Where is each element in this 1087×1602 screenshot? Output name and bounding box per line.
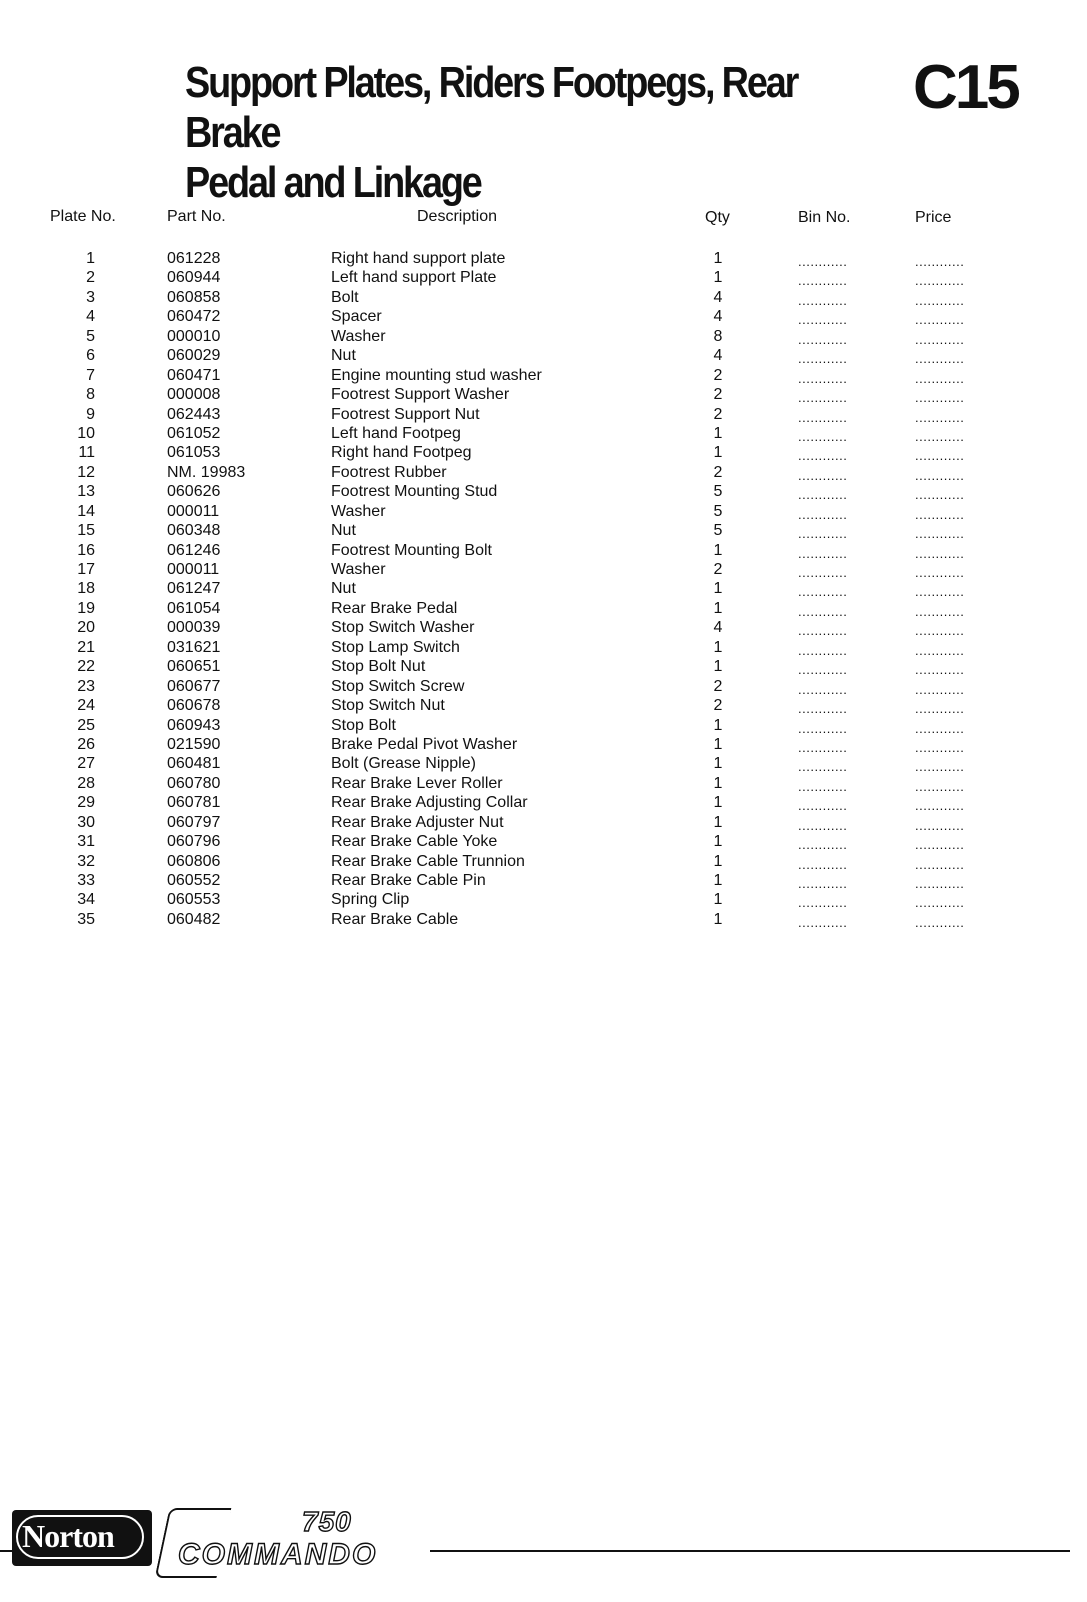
cell-price: ............ <box>915 428 965 444</box>
cell-part-no: 060796 <box>167 833 221 851</box>
cell-description: Spacer <box>331 308 382 326</box>
cell-qty: 1 <box>713 424 723 442</box>
cell-bin-no: ............ <box>798 876 848 891</box>
cell-bin-no: ............ <box>798 681 848 697</box>
cell-description: Washer <box>331 327 386 345</box>
cell-price: ............ <box>915 798 965 814</box>
cell-qty: 1 <box>713 269 723 287</box>
table-row <box>0 346 1087 365</box>
cell-part-no: 062443 <box>167 405 221 423</box>
cell-price: ............ <box>915 778 965 794</box>
cell-part-no: 060943 <box>167 716 221 734</box>
cell-part-no: 060806 <box>167 852 221 870</box>
cell-price: ............ <box>915 487 965 503</box>
cell-price: ............ <box>915 351 965 367</box>
cell-price: ............ <box>915 739 965 755</box>
cell-qty: 1 <box>713 638 723 656</box>
cell-plate-no: 15 <box>77 522 95 540</box>
cell-price: ............ <box>915 565 965 580</box>
cell-plate-no: 28 <box>77 774 95 792</box>
cell-plate-no: 22 <box>77 658 95 676</box>
table-row <box>0 599 1087 618</box>
table-row <box>0 638 1087 657</box>
cell-part-no: 000010 <box>167 327 221 345</box>
cell-bin-no: ............ <box>798 390 848 406</box>
cell-qty: 8 <box>713 327 723 345</box>
cell-part-no: 060858 <box>167 288 221 306</box>
cell-description: Footrest Rubber <box>331 463 447 481</box>
table-row <box>0 443 1087 462</box>
cell-plate-no: 11 <box>78 444 95 462</box>
cell-price: ............ <box>915 506 965 522</box>
cell-price: ............ <box>915 254 965 269</box>
cell-bin-no: ............ <box>798 312 848 328</box>
cell-price: ............ <box>915 701 965 717</box>
cell-bin-no: ............ <box>798 273 848 289</box>
cell-part-no: 060472 <box>167 308 221 326</box>
cell-plate-no: 4 <box>86 308 95 326</box>
cell-plate-no: 27 <box>77 755 95 773</box>
cell-price: ............ <box>915 914 965 930</box>
cell-plate-no: 35 <box>77 910 95 928</box>
cell-description: Rear Brake Adjusting Collar <box>331 794 528 812</box>
table-row <box>0 482 1087 501</box>
cell-qty: 1 <box>713 735 723 753</box>
cell-qty: 1 <box>713 794 723 812</box>
parts-table-header <box>0 208 1087 230</box>
cell-part-no: 061054 <box>167 599 221 617</box>
cell-plate-no: 31 <box>77 833 95 851</box>
cell-part-no: 060781 <box>167 794 221 812</box>
cell-price: ............ <box>915 370 965 386</box>
cell-qty: 1 <box>713 580 723 598</box>
table-row <box>0 890 1087 909</box>
column-header-qty: Qty <box>705 209 730 226</box>
column-header-plate-no: Plate No. <box>50 208 116 225</box>
cell-plate-no: 10 <box>77 424 95 442</box>
table-row <box>0 871 1087 890</box>
table-row <box>0 696 1087 715</box>
cell-plate-no: 17 <box>77 561 95 578</box>
cell-qty: 1 <box>713 813 723 831</box>
cell-price: ............ <box>915 390 965 406</box>
cell-bin-no: ............ <box>798 565 848 580</box>
cell-part-no: 060944 <box>167 269 221 287</box>
cell-qty: 5 <box>713 483 723 501</box>
column-header-bin-no: Bin No. <box>798 209 851 226</box>
footer-rule-left <box>0 1550 12 1552</box>
cell-bin-no: ............ <box>798 331 848 347</box>
table-row <box>0 385 1087 404</box>
cell-description: Footrest Mounting Stud <box>331 483 498 501</box>
cell-price: ............ <box>915 584 965 600</box>
cell-qty: 5 <box>713 522 723 540</box>
cell-bin-no: ............ <box>798 895 848 911</box>
cell-description: Stop Lamp Switch <box>331 638 460 656</box>
table-row <box>0 307 1087 326</box>
cell-plate-no: 24 <box>77 697 95 715</box>
cell-description: Stop Switch Screw <box>331 677 465 695</box>
cell-plate-no: 2 <box>86 269 95 287</box>
cell-price: ............ <box>915 545 965 561</box>
cell-plate-no: 14 <box>77 502 95 520</box>
cell-part-no: 000011 <box>167 561 220 578</box>
cell-bin-no: ............ <box>798 254 848 269</box>
table-row <box>0 657 1087 676</box>
cell-qty: 1 <box>713 716 723 734</box>
cell-part-no: 000011 <box>167 502 220 520</box>
cell-plate-no: 21 <box>77 638 95 656</box>
cell-bin-no: ............ <box>798 759 848 775</box>
cell-price: ............ <box>915 642 965 658</box>
cell-price: ............ <box>915 331 965 347</box>
cell-bin-no: ............ <box>798 448 848 464</box>
cell-description: Rear Brake Pedal <box>331 599 458 617</box>
commando-logo <box>162 1506 442 1578</box>
cell-description: Rear Brake Cable Yoke <box>331 833 498 851</box>
cell-plate-no: 32 <box>77 852 95 870</box>
table-row <box>0 677 1087 696</box>
cell-plate-no: 8 <box>86 386 95 404</box>
cell-description: Nut <box>331 580 356 598</box>
footer-rule <box>430 1550 1070 1552</box>
cell-description: Nut <box>331 347 356 365</box>
cell-plate-no: 7 <box>86 366 95 384</box>
cell-part-no: 031621 <box>167 638 221 656</box>
cell-description: Washer <box>331 561 386 578</box>
cell-price: ............ <box>915 876 965 891</box>
cell-plate-no: 26 <box>77 735 95 753</box>
cell-part-no: 060626 <box>167 483 221 501</box>
cell-qty: 1 <box>713 852 723 870</box>
cell-price: ............ <box>915 273 965 289</box>
cell-bin-no: ............ <box>798 914 848 930</box>
cell-bin-no: ............ <box>798 642 848 658</box>
cell-qty: 4 <box>713 288 723 306</box>
cell-qty: 4 <box>713 308 723 326</box>
table-row <box>0 618 1087 637</box>
table-row <box>0 579 1087 598</box>
cell-qty: 1 <box>713 658 723 676</box>
table-row <box>0 424 1087 443</box>
cell-description: Stop Switch Washer <box>331 619 475 637</box>
cell-description: Footrest Support Nut <box>331 405 480 423</box>
cell-description: Rear Brake Adjuster Nut <box>331 813 504 831</box>
table-row <box>0 735 1087 754</box>
cell-part-no: 061246 <box>167 541 221 559</box>
cell-bin-no: ............ <box>798 351 848 367</box>
cell-part-no: 060677 <box>167 677 221 695</box>
cell-qty: 2 <box>713 677 723 695</box>
cell-description: Bolt <box>331 288 359 306</box>
table-row <box>0 288 1087 307</box>
cell-bin-no: ............ <box>798 409 848 425</box>
cell-qty: 1 <box>713 444 723 462</box>
cell-qty: 2 <box>713 463 723 481</box>
cell-part-no: 060348 <box>167 522 221 540</box>
cell-price: ............ <box>915 681 965 697</box>
cell-price: ............ <box>915 467 965 483</box>
cell-plate-no: 12 <box>77 463 95 481</box>
table-row <box>0 560 1087 579</box>
cell-description: Left hand Footpeg <box>331 424 461 442</box>
cell-part-no: 060029 <box>167 347 221 365</box>
table-row <box>0 366 1087 385</box>
cell-price: ............ <box>915 312 965 328</box>
commando-wordmark: COMMANDO <box>178 1538 378 1571</box>
cell-bin-no: ............ <box>798 856 848 872</box>
cell-price: ............ <box>915 448 965 464</box>
cell-description: Stop Bolt Nut <box>331 658 426 676</box>
cell-price: ............ <box>915 623 965 639</box>
cell-bin-no: ............ <box>798 487 848 503</box>
cell-bin-no: ............ <box>798 798 848 814</box>
table-row <box>0 521 1087 540</box>
table-row <box>0 327 1087 346</box>
cell-part-no: 000039 <box>167 619 221 637</box>
cell-part-no: 060651 <box>167 658 221 676</box>
cell-part-no: 061052 <box>167 424 221 442</box>
cell-qty: 1 <box>713 891 723 909</box>
table-row <box>0 405 1087 424</box>
cell-price: ............ <box>915 409 965 425</box>
cell-part-no: 060678 <box>167 697 221 715</box>
cell-description: Washer <box>331 502 386 520</box>
cell-description: Bolt (Grease Nipple) <box>331 755 476 773</box>
table-row <box>0 541 1087 560</box>
table-row <box>0 774 1087 793</box>
column-header-part-no: Part No. <box>167 208 226 225</box>
cell-description: Left hand support Plate <box>331 269 497 287</box>
table-row <box>0 502 1087 521</box>
cell-qty: 2 <box>713 561 723 578</box>
cell-plate-no: 20 <box>77 619 95 637</box>
cell-bin-no: ............ <box>798 739 848 755</box>
cell-qty: 1 <box>713 910 723 928</box>
cell-qty: 1 <box>713 599 723 617</box>
cell-price: ............ <box>915 817 965 833</box>
cell-description: Footrest Mounting Bolt <box>331 541 492 559</box>
cell-description: Engine mounting stud washer <box>331 366 542 384</box>
commando-model-number: 750 <box>302 1506 352 1537</box>
cell-plate-no: 18 <box>77 580 95 598</box>
table-row <box>0 268 1087 287</box>
cell-qty: 2 <box>713 386 723 404</box>
cell-qty: 1 <box>713 774 723 792</box>
cell-bin-no: ............ <box>798 817 848 833</box>
cell-plate-no: 23 <box>77 677 95 695</box>
cell-plate-no: 9 <box>86 405 95 423</box>
cell-qty: 1 <box>713 250 723 267</box>
table-row <box>0 793 1087 812</box>
cell-part-no: 061247 <box>167 580 221 598</box>
column-header-price: Price <box>915 209 952 226</box>
cell-price: ............ <box>915 720 965 736</box>
cell-qty: 2 <box>713 405 723 423</box>
table-row <box>0 813 1087 832</box>
cell-bin-no: ............ <box>798 506 848 522</box>
cell-bin-no: ............ <box>798 428 848 444</box>
cell-plate-no: 25 <box>77 716 95 734</box>
cell-price: ............ <box>915 895 965 911</box>
table-row <box>0 463 1087 482</box>
cell-qty: 4 <box>713 619 723 637</box>
cell-price: ............ <box>915 292 965 308</box>
cell-qty: 1 <box>713 755 723 773</box>
norton-logo-text: Norton <box>22 1518 114 1554</box>
cell-bin-no: ............ <box>798 467 848 483</box>
cell-plate-no: 3 <box>86 288 95 306</box>
cell-bin-no: ............ <box>798 662 848 678</box>
cell-description: Footrest Support Washer <box>331 386 510 404</box>
page-title-line-1: Support Plates, Riders Footpegs, Rear Brake <box>185 58 798 157</box>
table-row <box>0 910 1087 929</box>
cell-plate-no: 19 <box>77 599 95 617</box>
cell-plate-no: 16 <box>77 541 95 559</box>
cell-bin-no: ............ <box>798 837 848 853</box>
cell-qty: 5 <box>713 502 723 520</box>
cell-plate-no: 34 <box>77 891 95 909</box>
cell-qty: 1 <box>713 833 723 851</box>
cell-description: Rear Brake Cable <box>331 910 459 928</box>
cell-qty: 1 <box>713 541 723 559</box>
cell-bin-no: ............ <box>798 584 848 600</box>
cell-price: ............ <box>915 526 965 542</box>
cell-description: Nut <box>331 522 356 540</box>
cell-part-no: 000008 <box>167 386 221 404</box>
parts-table-body <box>0 249 1087 929</box>
table-row <box>0 852 1087 871</box>
cell-bin-no: ............ <box>798 778 848 794</box>
cell-description: Spring Clip <box>331 891 410 909</box>
cell-bin-no: ............ <box>798 370 848 386</box>
cell-plate-no: 13 <box>77 483 95 501</box>
cell-bin-no: ............ <box>798 526 848 542</box>
cell-price: ............ <box>915 662 965 678</box>
cell-description: Brake Pedal Pivot Washer <box>331 735 518 753</box>
cell-price: ............ <box>915 837 965 853</box>
cell-description: Rear Brake Cable Pin <box>331 872 486 889</box>
cell-part-no: 061228 <box>167 250 221 267</box>
cell-price: ............ <box>915 856 965 872</box>
table-row <box>0 754 1087 773</box>
cell-qty: 2 <box>713 697 723 715</box>
cell-plate-no: 1 <box>86 250 95 267</box>
cell-part-no: 060552 <box>167 872 221 889</box>
cell-description: Stop Switch Nut <box>331 697 445 715</box>
cell-description: Rear Brake Lever Roller <box>331 774 503 792</box>
cell-bin-no: ............ <box>798 720 848 736</box>
cell-part-no: 061053 <box>167 444 221 462</box>
cell-plate-no: 30 <box>77 813 95 831</box>
cell-bin-no: ............ <box>798 701 848 717</box>
table-row <box>0 832 1087 851</box>
column-header-description: Description <box>417 208 498 225</box>
cell-part-no: 060482 <box>167 910 221 928</box>
cell-price: ............ <box>915 759 965 775</box>
cell-part-no: 021590 <box>167 735 221 753</box>
cell-part-no: 060471 <box>167 366 221 384</box>
norton-logo <box>12 1510 152 1566</box>
table-row <box>0 249 1087 268</box>
cell-plate-no: 6 <box>86 347 95 365</box>
cell-plate-no: 33 <box>77 872 95 889</box>
cell-description: Right hand Footpeg <box>331 444 472 462</box>
cell-qty: 2 <box>713 366 723 384</box>
cell-price: ............ <box>915 603 965 619</box>
cell-description: Right hand support plate <box>331 250 506 267</box>
cell-part-no: 060780 <box>167 774 221 792</box>
cell-part-no: 060797 <box>167 813 221 831</box>
cell-bin-no: ............ <box>798 623 848 639</box>
table-row <box>0 716 1087 735</box>
cell-qty: 4 <box>713 347 723 365</box>
cell-bin-no: ............ <box>798 545 848 561</box>
cell-plate-no: 29 <box>77 794 95 812</box>
page-code: C15 <box>913 53 1018 122</box>
cell-description: Stop Bolt <box>331 716 396 734</box>
cell-plate-no: 5 <box>86 327 95 345</box>
cell-part-no: 060553 <box>167 891 221 909</box>
cell-part-no: NM. 19983 <box>167 463 246 481</box>
cell-bin-no: ............ <box>798 292 848 308</box>
cell-part-no: 060481 <box>167 755 221 773</box>
page-title-line-2: Pedal and Linkage <box>185 158 481 207</box>
page-title <box>185 58 804 208</box>
cell-qty: 1 <box>713 872 723 889</box>
cell-description: Rear Brake Cable Trunnion <box>331 852 525 870</box>
cell-bin-no: ............ <box>798 603 848 619</box>
